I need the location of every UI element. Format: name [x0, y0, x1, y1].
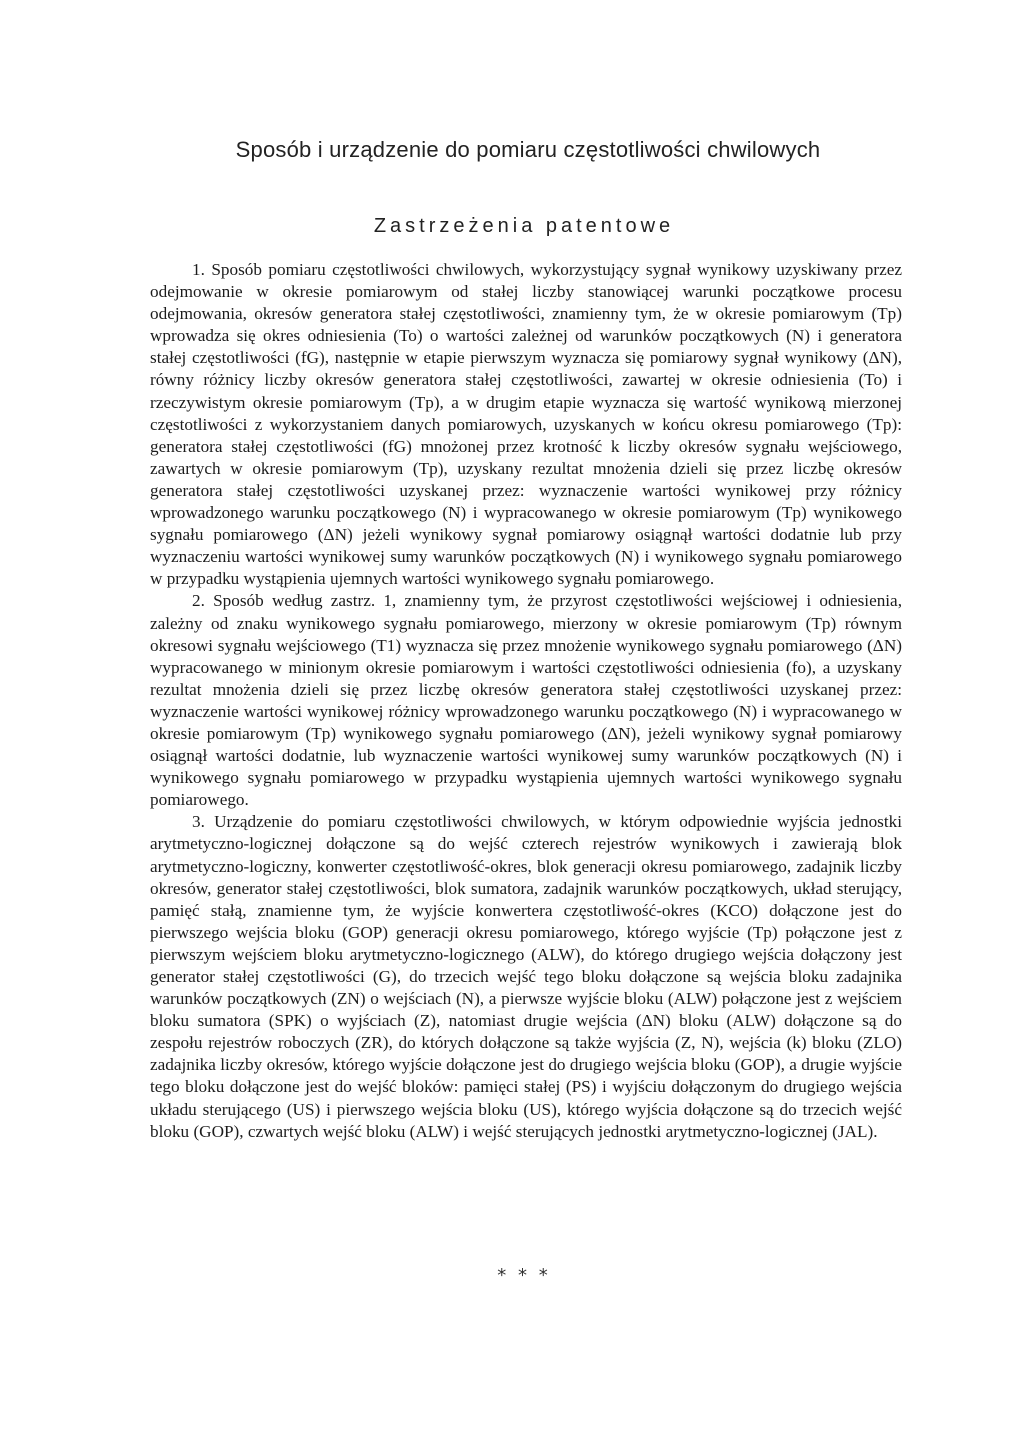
end-mark: * * * — [497, 1265, 551, 1286]
claims-body — [150, 259, 902, 1143]
claim-3: 3. Urządzenie do pomiaru częstotliwości chwilowych, w którym odpowiednie wyjścia jednostki arytmetyczno-logicznej dołączone są do wejść czterech rejestrów wynikowych i zawierają blok arytmetyczno-logiczny, konwerter częstotliwość-okres, blok generacji okresu pomiarowego, zadajnik liczby okresów, generator stałej częstotliwości, blok sumatora, zadajnik warunków początkowych, układ sterujący, pamięć stałą, znamienne tym, że wyjście konwertera częstotliwość-okres (KCO) dołączone jest do pierwszego wejścia bloku (GOP) generacji okresu pomiarowego, którego wyjście (Tp) połączone jest z pierwszym wejściem bloku arytmetyczno-logicznego (ALW), do którego drugiego wejścia dołączony jest generator stałej częstotliwości (G), do trzecich wejść tego bloku dołączone są wejścia bloku zadajnika warunków początkowych (ZN) o wejściach (N), a pierwsze wyjście bloku (ALW) połączone jest z wejściem bloku sumatora (SPK) o wyjściach (Z), natomiast drugie wejścia (ΔN) bloku (ALW) dołączone są do zespołu rejestrów roboczych (ZR), do których dołączone są także wyjścia (Z, N), wejścia (k) bloku (ZLO) zadajnika liczby okresów, którego wyjście dołączone jest do drugiego wejścia bloku (GOP), a drugie wyjście tego bloku dołączone jest do wejść bloków: pamięci stałej (PS) i wyjściu dołączonym do drugiego wejścia układu sterującego (US) i pierwszego wejścia bloku (US), którego wyjścia dołączone są do trzecich wejść bloku (GOP), czwartych wejść bloku (ALW) i wejść sterujących jednostki arytmetyczno-logicznej (JAL). — [150, 812, 902, 1141]
section-heading: Zastrzeżenia patentowe — [373, 215, 675, 237]
document-title: Sposób i urządzenie do pomiaru częstotliwości chwilowych — [235, 137, 821, 162]
claim-2: 2. Sposób według zastrz. 1, znamienny tym, że przyrost częstotliwości wejściowej i odniesienia, zależny od znaku wynikowego sygnału pomiarowego, mierzony w okresie pomiarowym (Tp) równym okresowi sygnału wejściowego (T1) wyznacza się przez mnożenie wynikowego sygnału pomiarowego (ΔN) wypracowanego w minionym okresie pomiarowym i wartości częstotliwości odniesienia (fo), a uzyskany rezultat mnożenia dzieli się przez liczbę okresów generatora stałej częstotliwości uzyskanej przez: wyznaczenie wartości wynikowej różnicy wprowadzonego warunku początkowego (N) i wypracowanego w okresie pomiarowym (Tp) wynikowego sygnału pomiarowego (ΔN), jeżeli wynikowy sygnał pomiarowy osiągnął wartości dodatnie, lub wyznaczenie wartości wynikowej sumy warunków początkowych (N) i wynikowego sygnału pomiarowego w przypadku wystąpienia ujemnych wartości wynikowego sygnału pomiarowego. — [150, 591, 902, 810]
claim-1: 1. Sposób pomiaru częstotliwości chwilowych, wykorzystujący sygnał wynikowy uzyskiwany przez odejmowanie w okresie pomiarowym od stałej liczby stanowiącej warunki początkowe procesu odejmowania, okresów generatora stałej częstotliwości, znamienny tym, że w okresie pomiarowym (Tp) wprowadza się okres odniesienia (To) o wartości zależnej od warunków początkowych (N) i generatora stałej częstotliwości (fG), następnie w etapie pierwszym wyznacza się pomiarowy sygnał wynikowy (ΔN), równy różnicy liczby okresów generatora stałej częstotliwości, zawartej w okresie odniesienia (To) i rzeczywistym okresie pomiarowym (Tp), a w drugim etapie wyznacza się wartość wynikową mierzonej częstotliwości z wykorzystaniem danych pomiarowych, uzyskanych w końcu okresu pomiarowego (Tp): generatora stałej częstotliwości (fG) mnożonej przez krotność k liczby okresów sygnału wejściowego, zawartych w okresie pomiarowym (Tp), uzyskany rezultat mnożenia dzieli się przez liczbę okresów generatora stałej częstotliwości uzyskanej przez: wyznaczenie wartości wynikowej przy różnicy wprowadzonego warunku początkowego (N) i wypracowanego w okresie pomiarowym (Tp) wynikowego sygnału pomiarowego (ΔN) jeżeli wynikowy sygnał pomiarowy osiągnął wartości dodatnie lub przy wyznaczeniu wartości wynikowej sumy warunków początkowych (N) i wynikowego sygnału pomiarowego w przypadku wystąpienia ujemnych wartości wynikowego sygnału pomiarowego. — [150, 260, 902, 589]
